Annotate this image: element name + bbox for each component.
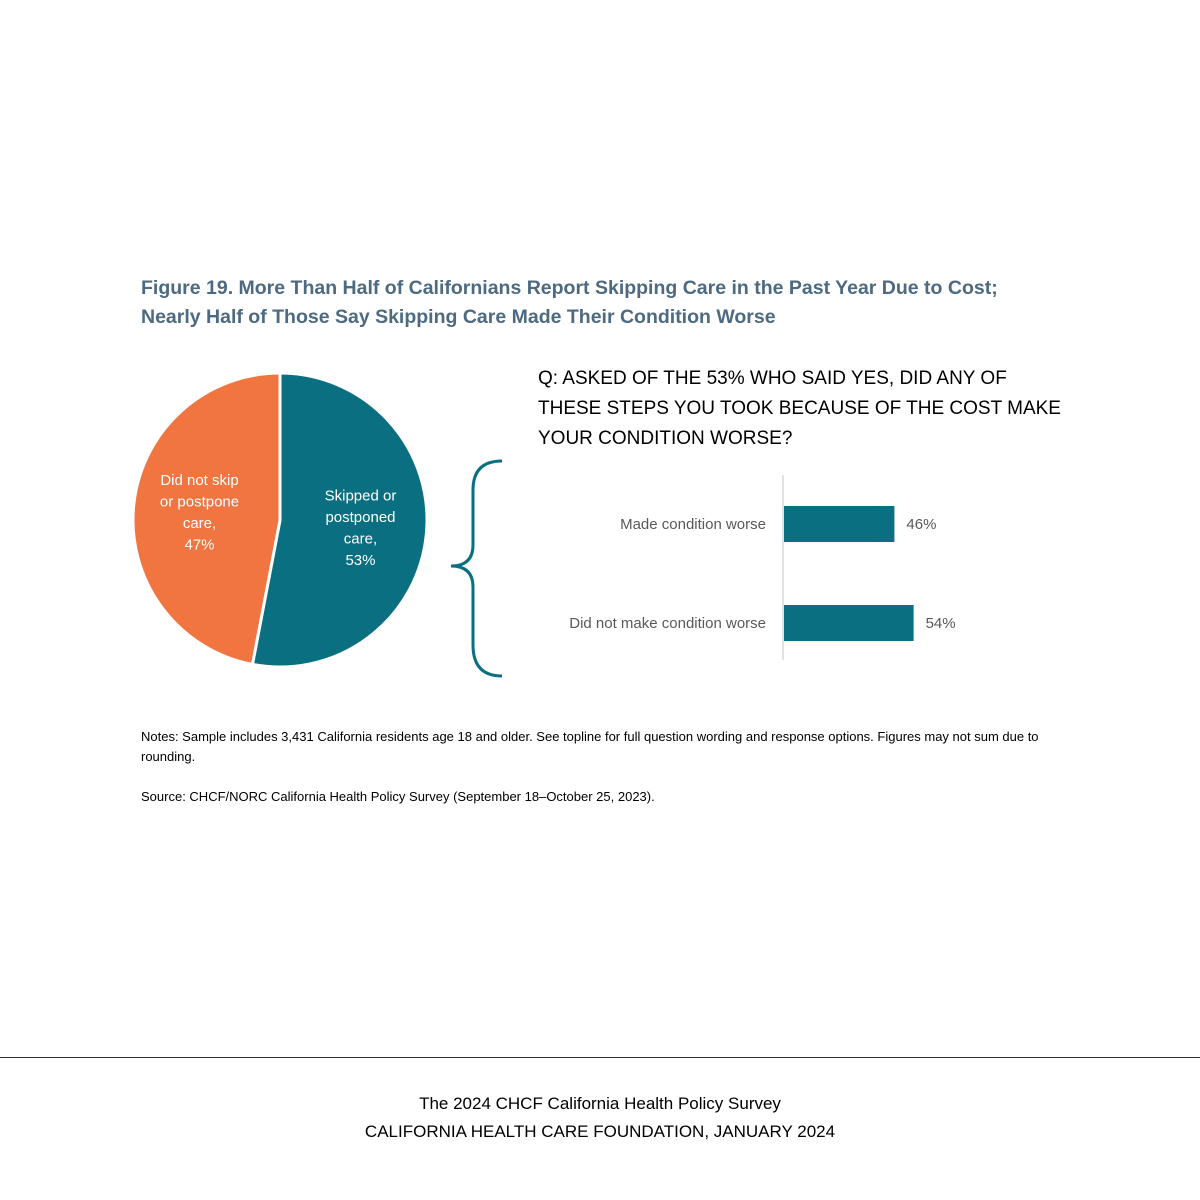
bar-0: [784, 506, 894, 542]
footer-divider: [0, 1057, 1200, 1058]
source-text: Source: CHCF/NORC California Health Policy Survey (September 18–October 25, 2023).: [141, 789, 655, 804]
pie-slice-label-line: postponed: [325, 508, 396, 526]
bracket-connector: [440, 450, 510, 690]
footer-line-2: CALIFORNIA HEALTH CARE FOUNDATION, JANUARY 2024: [364, 1122, 836, 1141]
bracket-path: [451, 461, 502, 676]
pie-chart: [120, 360, 440, 680]
question-line-1: Q: ASKED OF THE 53% WHO SAID YES, DID ANY OF: [538, 368, 1007, 389]
pie-slice-label-line: Did not skip: [160, 472, 239, 490]
pie-slice-label-line: care,: [343, 530, 378, 548]
question-line-3: YOUR CONDITION WORSE?: [538, 428, 793, 449]
pie-slice-label-line: 47%: [184, 536, 215, 554]
pie-slice-label-line: Skipped or: [324, 487, 397, 505]
bar-chart: [520, 460, 1040, 660]
bar-value-label-0: 46%: [906, 516, 937, 533]
notes-text: Notes: Sample includes 3,431 California residents age 18 and older. See topline for full question wording and response options. Figures may not sum due to rounding.: [141, 729, 1039, 764]
footer-line-1: The 2024 CHCF California Health Policy Survey: [419, 1094, 781, 1113]
question-text: [538, 364, 1061, 454]
bar-value-label-1: 54%: [925, 615, 956, 632]
figure-title: [141, 274, 1101, 332]
figure-title-line-1: Figure 19. More Than Half of Californians Report Skipping Care in the Past Year Due to Cost;: [141, 277, 998, 299]
bar-category-label-1: Did not make condition worse: [569, 615, 766, 632]
bar-category-label-0: Made condition worse: [620, 516, 766, 533]
figure-title-line-2: Nearly Half of Those Say Skipping Care Made Their Condition Worse: [141, 306, 776, 328]
bar-1: [784, 605, 914, 641]
footer: [0, 1090, 1200, 1146]
pie-slice-label-line: or postpone: [159, 493, 240, 511]
pie-slice-label-line: 53%: [345, 551, 376, 569]
question-line-2: THESE STEPS YOU TOOK BECAUSE OF THE COST MAKE: [538, 398, 1061, 419]
pie-slice-label-line: care,: [182, 515, 217, 533]
